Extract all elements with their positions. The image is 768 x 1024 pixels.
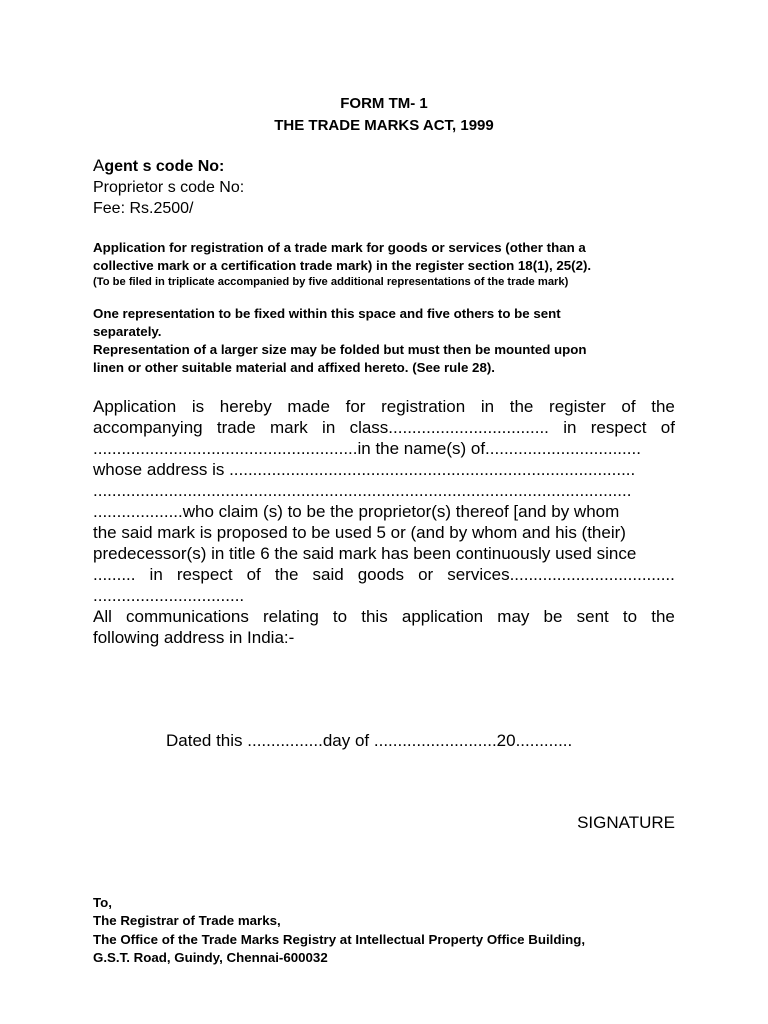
address-registrar: The Registrar of Trade marks, <box>93 913 281 929</box>
triplicate-note: (To be filed in triplicate accompanied by five additional representations of the trade mark) <box>93 276 569 288</box>
codes-block <box>93 155 675 219</box>
fee-label: Fee: Rs.2500/ <box>93 200 194 217</box>
signature-label: SIGNATURE <box>577 813 675 832</box>
body-line-1: Application is hereby made for registration in the register of the <box>93 397 675 416</box>
body-line-11: All communications relating to this application may be sent to the <box>93 607 675 626</box>
body-line-5: .................................................................................................................. <box>93 481 632 500</box>
representation-line-2: separately. <box>93 324 162 339</box>
act-title: THE TRADE MARKS ACT, 1999 <box>274 117 494 134</box>
representation-instructions <box>93 305 675 377</box>
body-line-8: predecessor(s) in title 6 the said mark has been continuously used since <box>93 544 637 563</box>
application-title <box>93 239 675 290</box>
body-line-12: following address in India:- <box>93 628 295 647</box>
proprietor-code-label: Proprietor s code No: <box>93 179 245 196</box>
larger-size-line-1: Representation of a larger size may be folded but must then be mounted upon <box>93 342 587 357</box>
representation-line-1: One representation to be fixed within this space and five others to be sent <box>93 306 561 321</box>
body-line-2: accompanying trade mark in class.................................. in respect of <box>93 418 675 437</box>
body-line-9: ......... in respect of the said goods or services................................... <box>93 565 675 584</box>
address-office: The Office of the Trade Marks Registry at Intellectual Property Office Building, <box>93 931 586 947</box>
body-line-3: ........................................................in the name(s) of................................. <box>93 439 641 458</box>
address-to: To, <box>93 895 112 910</box>
address-road: G.S.T. Road, Guindy, Chennai-600032 <box>93 949 328 965</box>
body-line-7: the said mark is proposed to be used 5 or (and by whom and his (their) <box>93 523 626 542</box>
application-body <box>93 396 675 648</box>
agent-code-label: Agent s code No: <box>93 156 225 175</box>
dated-line: Dated this ................day of ..........................20............ <box>166 731 573 750</box>
form-header <box>0 93 768 137</box>
form-number: FORM TM- 1 <box>340 95 428 112</box>
application-title-line-2: collective mark or a certification trade mark) in the register section 18(1), 25(2). <box>93 258 592 273</box>
application-title-line-1: Application for registration of a trade mark for goods or services (other than a <box>93 240 586 255</box>
body-line-10: ................................ <box>93 586 245 605</box>
body-line-6: ...................who claim (s) to be the proprietor(s) thereof [and by whom <box>93 502 620 521</box>
body-line-4: whose address is ...................................................................................... <box>93 460 636 479</box>
registrar-address <box>93 894 675 967</box>
larger-size-line-2: linen or other suitable material and affixed hereto. (See rule 28). <box>93 360 495 375</box>
